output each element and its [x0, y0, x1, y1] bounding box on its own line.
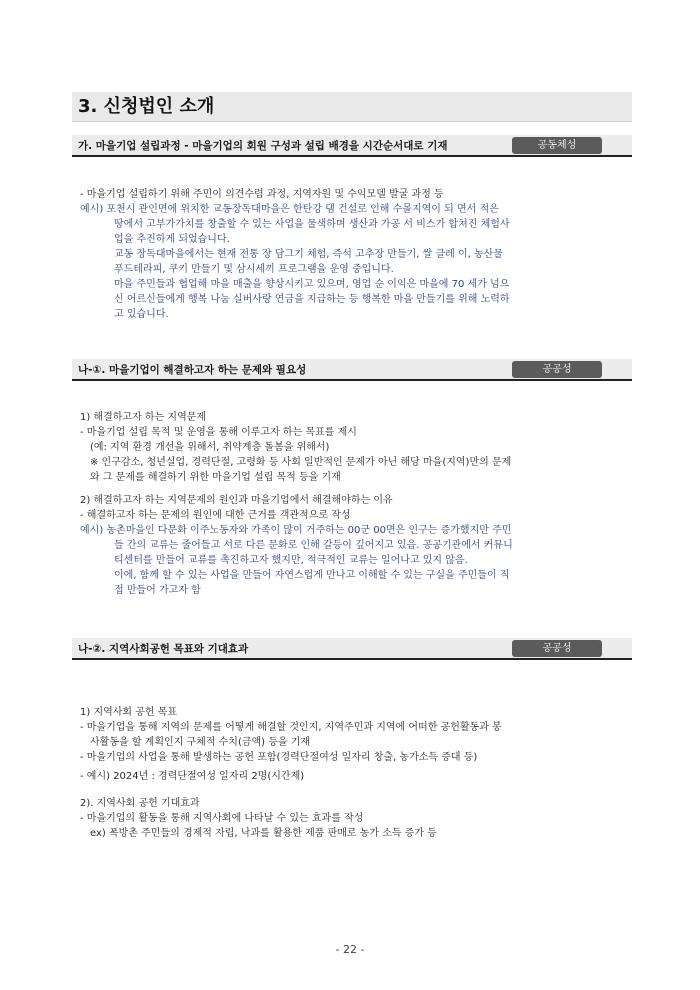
body-line: 티센터를 만들어 교류를 촉진하고자 했지만, 적극적인 교류는 일어나고 있지 않음.	[114, 555, 468, 566]
body-line: - 마을기업 설립하기 위해 주민이 의견수렴 과정, 지역자원 및 수익모델 발굴 과정 등	[80, 189, 444, 200]
heading-bar-contribution	[72, 638, 632, 660]
heading-bar-founding-process	[72, 135, 632, 157]
body-line: ※ 인구감소, 청년실업, 경력단절, 고령화 등 사회 일반적인 문제가 아닌 해당 마을(지역)만의 문제	[90, 457, 512, 468]
body-line: 예시) 농촌마을인 다문화 이주노동자와 가족이 많이 거주하는 00군 00면은 인구는 증가했지만 주민	[80, 525, 512, 536]
body-line: - 마을기업 설립 목적 및 운영을 통해 이루고자 하는 목표를 제시	[80, 427, 357, 438]
badge-publicness: 공공성	[512, 640, 602, 657]
body-line: (예: 지역 환경 개선을 위해서, 취약계층 돌봄을 위해서)	[90, 442, 330, 453]
problem-necessity-body	[80, 410, 628, 598]
badge-publicness: 공공성	[512, 361, 602, 378]
body-line: 들 간의 교류는 줄어들고 서로 다른 문화로 인해 갈등이 깊어지고 있음. 공공기관에서 커뮤니	[114, 540, 513, 551]
body-line: 사활동을 할 계획인지 구체적 수치(금액) 등을 기재	[90, 737, 311, 748]
body-line: 2) 해결하고자 하는 지역문제의 원인과 마을기업에서 해결해야하는 이유	[80, 495, 393, 506]
badge-community: 공동체성	[512, 137, 602, 154]
body-line: 와 그 문제를 해결하기 위한 마을기업 설립 목적 등을 기재	[90, 472, 341, 483]
body-line: - 예시) 2024년 : 경력단절여성 일자리 2명(시간제)	[80, 771, 305, 782]
body-line: 이에, 함께 할 수 있는 사업을 만들어 자연스럽게 만나고 이해할 수 있는 구실을 주민들이 직	[114, 570, 510, 581]
body-line: ex) 폭방촌 주민들의 경제적 자립, 낙과를 활용한 제품 판매로 농가 소득 증가 등	[90, 828, 437, 839]
body-line: 예시) 포천시 관인면에 위치한 교동장독대마을은 한탄강 댐 건설로 인해 수몰지역이 되 면서 적은	[80, 204, 499, 215]
body-line: 2). 지역사회 공헌 기대효과	[80, 798, 200, 809]
body-line: 1) 해결하고자 하는 지역문제	[80, 412, 207, 423]
body-line: - 마을기업의 사업을 통해 발생하는 공헌 포함(경력단절여성 일자리 창출, 농가소득 증대 등)	[80, 752, 478, 763]
body-line: 교동 장독대마을에서는 현재 전통 장 담그기 체험, 즉석 고추장 만들기, 쌀 클레 이, 농산물	[114, 249, 503, 260]
body-line: 접 만들어 가고자 함	[114, 585, 201, 596]
body-line: 마을 주민들과 협업해 마을 매출을 향상시키고 있으며, 영업 순 이익은 마을에 70 세가 넘으	[114, 279, 510, 290]
body-line: - 마을기업의 활동을 통해 지역사회에 나타날 수 있는 효과를 작성	[80, 813, 364, 824]
page-number: - 22 -	[335, 943, 365, 956]
body-line: 땅에서 고부가가치를 창출할 수 있는 사업을 물색하며 생산과 가공 서 비스가 합쳐진 체험사	[114, 219, 510, 230]
body-line: 1) 지역사회 공헌 목표	[80, 707, 178, 718]
body-line: - 마을기업을 통해 지역의 문제를 어떻게 해결할 것인지, 지역주민과 지역에 어떠한 공헌활동과 봉	[80, 722, 502, 733]
spacer	[80, 485, 628, 493]
body-line: 푸드테라피, 쿠키 만들기 및 삼시세끼 프로그램을 운영 중입니다.	[114, 264, 394, 275]
heading-founding-process: 가. 마을기업 설립과정 - 마을기업의 회원 구성과 설립 배경을 시간순서대로 기재	[78, 140, 448, 152]
body-line: 신 어르신들에게 행복 나눔 실버사랑 연금을 지급하는 등 행복한 마을 만들기를 위해 노력하	[114, 294, 510, 305]
body-line: - 해결하고자 하는 문제의 원인에 대한 근거를 객관적으로 작성	[80, 510, 351, 521]
body-line: 고 있습니다.	[114, 309, 169, 320]
founding-process-body	[80, 187, 628, 322]
section-title: 3. 신청법인 소개	[72, 92, 632, 122]
heading-bar-problem-necessity	[72, 359, 632, 381]
body-line: 업을 추진하게 되었습니다.	[114, 234, 230, 245]
spacer	[80, 784, 628, 796]
heading-contribution: 나-②. 지역사회공헌 목표와 기대효과	[78, 643, 249, 655]
contribution-body	[80, 705, 628, 841]
heading-problem-necessity: 나-①. 마을기업이 해결하고자 하는 문제와 필요성	[78, 364, 307, 376]
